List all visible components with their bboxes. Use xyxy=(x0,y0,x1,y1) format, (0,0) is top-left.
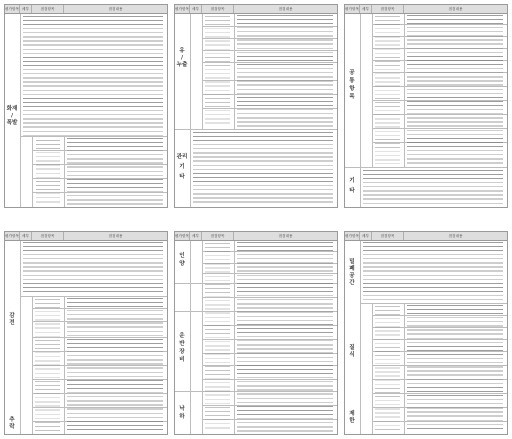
checklist-panel-3 xyxy=(344,4,508,208)
category-label: 간 xyxy=(349,280,355,286)
header-col-detail: 세부 xyxy=(190,232,202,240)
table-header xyxy=(5,5,167,14)
header-col-check: 점검항목 xyxy=(202,5,234,13)
category-label: 화재 xyxy=(6,106,18,112)
table-header xyxy=(345,232,507,241)
category-label: 타 xyxy=(349,188,355,194)
category-label: 낙 xyxy=(179,406,185,412)
table-header xyxy=(345,5,507,14)
header-col-check: 점검항목 xyxy=(202,232,234,240)
header-col-content: 점검내용 xyxy=(448,7,463,11)
category-label: 질 xyxy=(349,345,355,351)
category-label: 감 xyxy=(9,313,15,319)
category-label: 양 xyxy=(179,261,185,267)
header-col-detail: 세부 xyxy=(20,232,32,240)
category-label: 목 xyxy=(349,94,355,100)
checklist-panel-2 xyxy=(174,4,338,208)
category-label: 항 xyxy=(349,86,355,92)
category-label: 전 xyxy=(9,320,15,326)
table-body xyxy=(345,14,507,207)
checklist-panel-1 xyxy=(4,4,168,208)
checklist-panel-4 xyxy=(4,231,168,435)
category-label: 한 xyxy=(349,418,355,424)
header-col-check: 점검항목 xyxy=(372,232,404,240)
category-label: 기 xyxy=(349,178,355,184)
header-col-content: 점검내용 xyxy=(108,7,123,11)
category-label: 기 xyxy=(179,164,185,170)
text-lines xyxy=(23,16,163,136)
category-label: 공 xyxy=(349,70,355,76)
category-label: 하 xyxy=(179,414,185,420)
header-col-check: 점검항목 xyxy=(372,5,404,13)
category-label: 식 xyxy=(349,352,355,358)
category-label: 폭발 xyxy=(6,120,18,126)
header-col-detail: 세부 xyxy=(190,5,202,13)
category-label: 타 xyxy=(179,174,185,180)
header-col-item: 평가항목 xyxy=(175,7,189,11)
header-col-check: 점검항목 xyxy=(32,5,64,13)
header-col-item: 평가항목 xyxy=(345,234,359,238)
header-col-content: 점검내용 xyxy=(108,234,123,238)
category-label: 비 xyxy=(179,357,185,363)
header-col-content: 점검내용 xyxy=(278,7,293,11)
category-label: 반 xyxy=(179,341,185,347)
header-col-content: 점검내용 xyxy=(278,234,293,238)
category-label: 인 xyxy=(179,253,185,259)
category-label: 제 xyxy=(349,411,355,417)
category-label: 추 xyxy=(9,417,15,423)
header-col-item: 평가항목 xyxy=(5,234,19,238)
category-label: 유 xyxy=(179,48,185,54)
checklist-panel-6 xyxy=(344,231,508,435)
category-label: 폐 xyxy=(349,266,355,272)
header-col-detail: 세부 xyxy=(360,232,372,240)
header-col-item: 평가항목 xyxy=(345,7,359,11)
category-label: 장 xyxy=(179,349,185,355)
table-body xyxy=(175,241,337,434)
category-label: / xyxy=(10,113,14,119)
checklist-panel-5 xyxy=(174,231,338,435)
category-label: 관리 xyxy=(176,154,188,160)
table-header xyxy=(175,5,337,14)
table-body xyxy=(345,241,507,434)
table-body xyxy=(5,241,167,434)
table-body xyxy=(5,14,167,207)
header-col-item: 평가항목 xyxy=(175,234,189,238)
category-label: 밀 xyxy=(349,259,355,265)
category-label: 공 xyxy=(349,273,355,279)
table-header xyxy=(5,232,167,241)
category-label: / xyxy=(180,55,184,61)
header-col-detail: 세부 xyxy=(360,5,372,13)
header-col-item: 평가항목 xyxy=(5,7,19,11)
category-label: 통 xyxy=(349,78,355,84)
table-body xyxy=(175,14,337,207)
category-label: 락 xyxy=(9,424,15,430)
header-col-check: 점검항목 xyxy=(32,232,64,240)
header-col-content: 점검내용 xyxy=(448,234,463,238)
category-label: 누출 xyxy=(176,62,188,68)
table-header xyxy=(175,232,337,241)
header-col-detail: 세부 xyxy=(20,5,32,13)
category-label: 운 xyxy=(179,333,185,339)
